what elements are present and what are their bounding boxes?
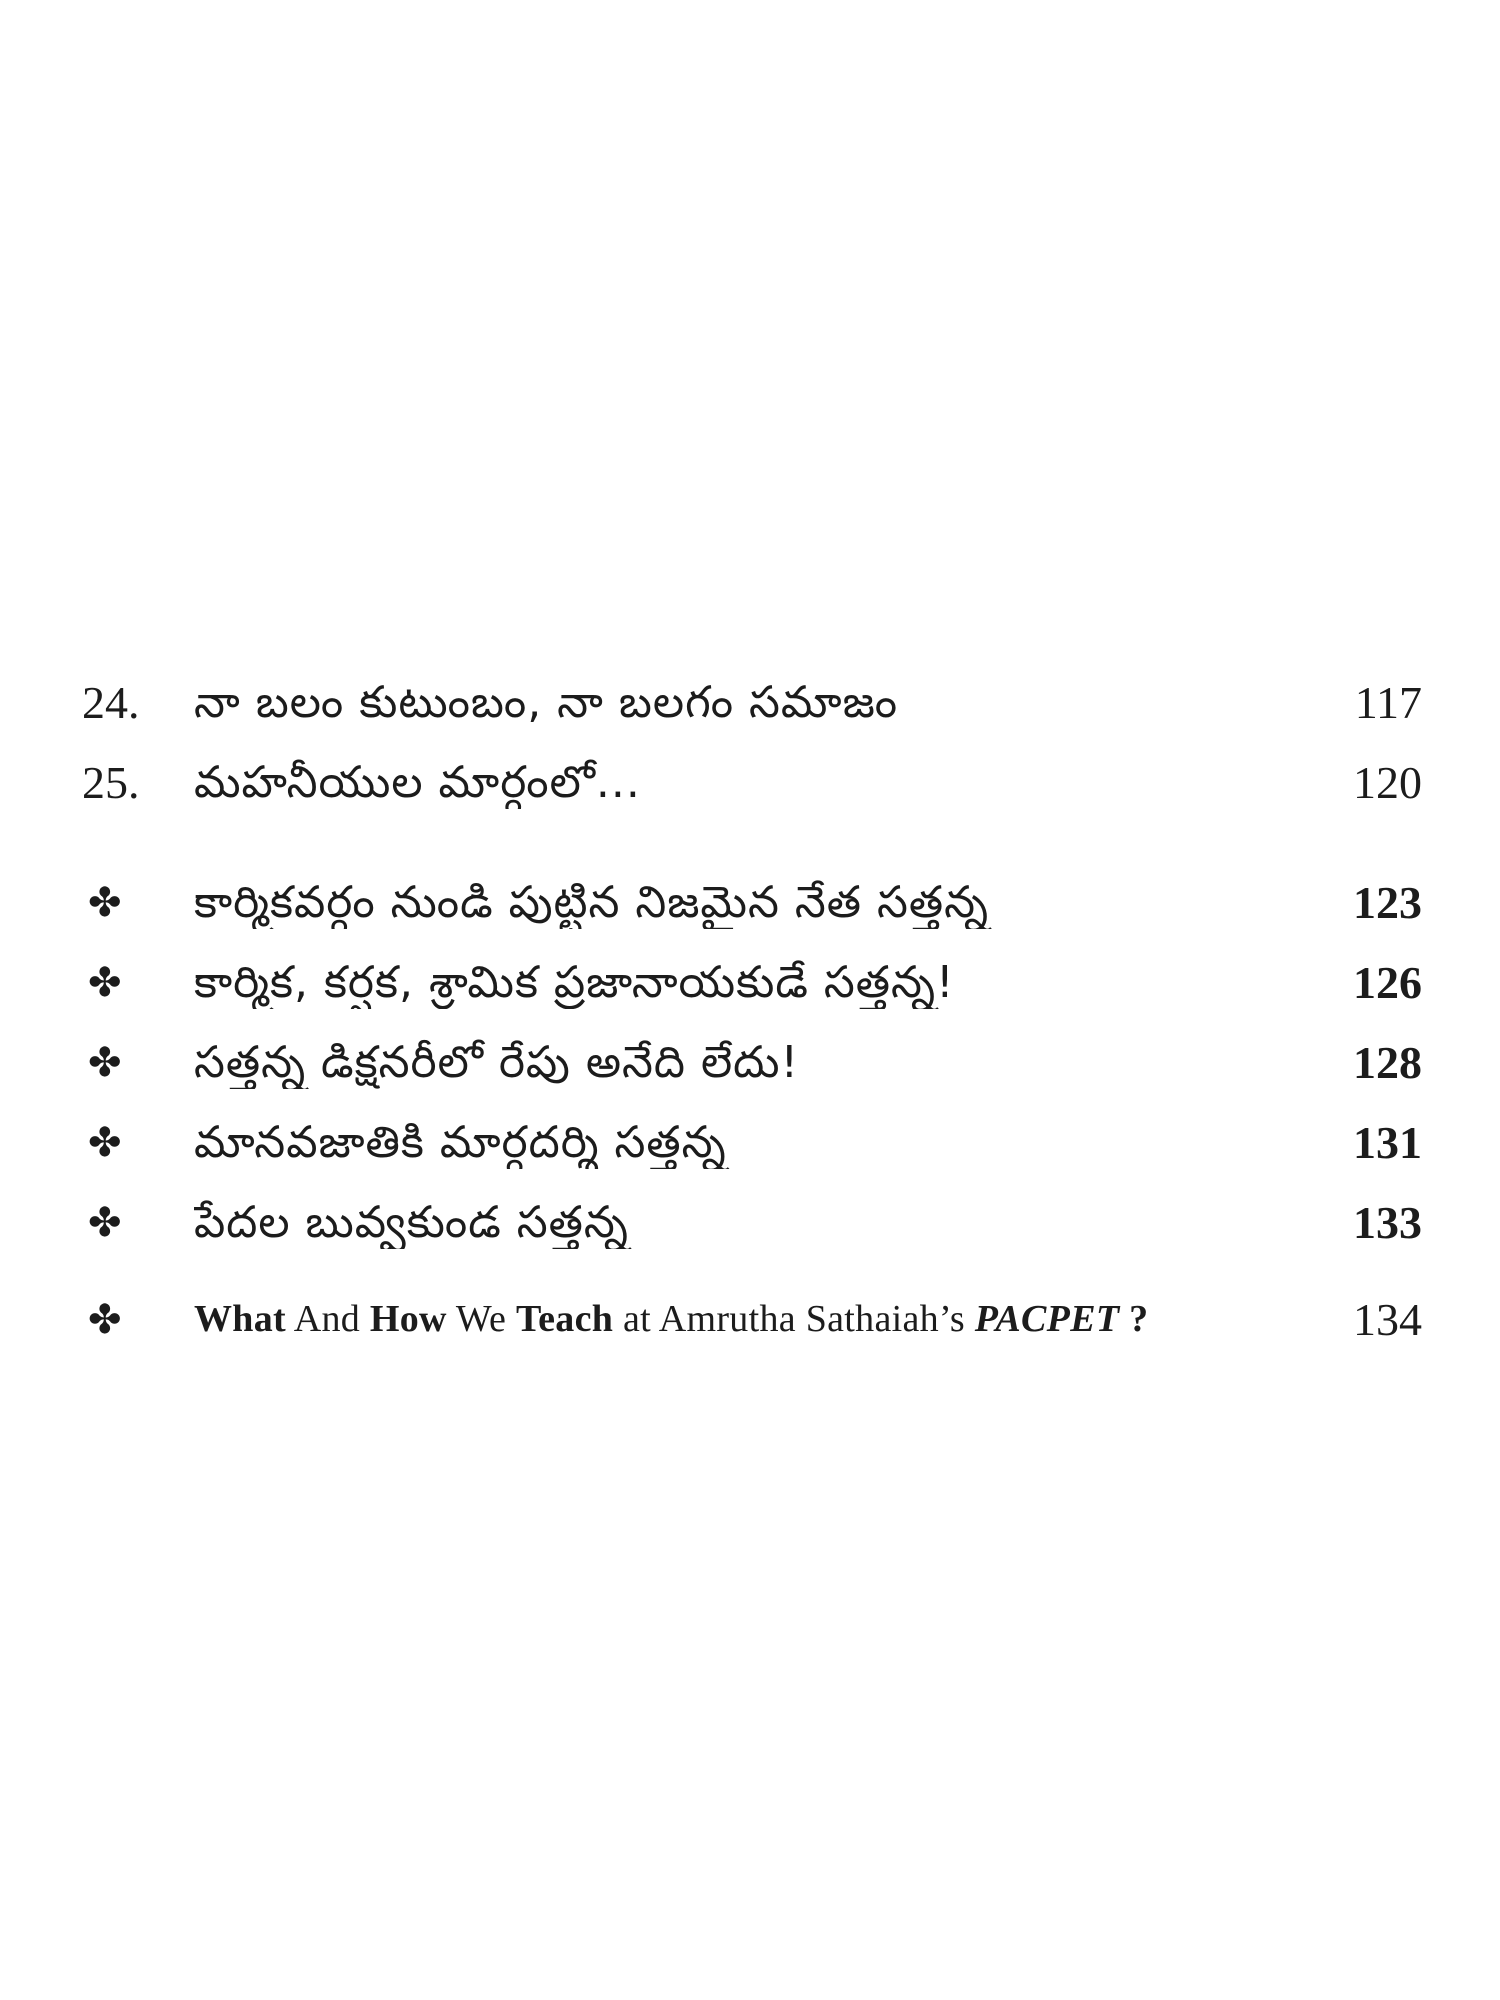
- fleuron-bullet-icon: ✤: [88, 960, 122, 1006]
- title-word: ?: [1119, 1298, 1149, 1341]
- fleuron-bullet-icon: ✤: [88, 1297, 122, 1343]
- entry-title: నా బలం కుటుంబం, నా బలగం సమాజం: [194, 676, 899, 728]
- title-word: Teach: [515, 1298, 614, 1341]
- entry-page-number: 134: [1353, 1294, 1422, 1345]
- entry-page-number: 120: [1353, 757, 1422, 808]
- toc-bullet-entry: [82, 948, 1422, 1018]
- entry-title: [194, 1297, 1312, 1343]
- toc-bullet-entry: [82, 1188, 1422, 1258]
- entry-page-number: 128: [1353, 1037, 1422, 1088]
- entry-page-number: 133: [1353, 1197, 1422, 1248]
- title-word: How: [369, 1298, 447, 1341]
- toc-bullet-entry: [82, 1028, 1422, 1098]
- fleuron-bullet-icon: ✤: [88, 1120, 122, 1166]
- entry-number: 24.: [82, 677, 140, 728]
- entry-title: సత్తన్న డిక్షనరీలో రేపు అనేది లేదు!: [194, 1036, 800, 1088]
- entry-page-number: 126: [1353, 957, 1422, 1008]
- fleuron-bullet-icon: ✤: [88, 1040, 122, 1086]
- entry-title: కార్మిక, కర్షక, శ్రామిక ప్రజానాయకుడే సత్తన్న!: [194, 956, 955, 1008]
- toc-bullet-entry: [82, 868, 1422, 938]
- toc-entry-25: [82, 748, 1422, 818]
- toc-bullet-entry-english: [82, 1285, 1422, 1355]
- entry-number: 25.: [82, 757, 140, 808]
- title-word: And: [286, 1298, 370, 1341]
- title-word: PACPET: [974, 1298, 1120, 1341]
- fleuron-bullet-icon: ✤: [88, 880, 122, 926]
- entry-page-number: 123: [1353, 877, 1422, 928]
- fleuron-bullet-icon: ✤: [88, 1200, 122, 1246]
- entry-page-number: 117: [1354, 677, 1422, 728]
- title-word: at Amrutha Sathaiah’s: [613, 1298, 975, 1341]
- entry-title: మహనీయుల మార్గంలో...: [194, 756, 641, 808]
- toc-entry-24: [82, 668, 1422, 738]
- title-word: What: [194, 1298, 286, 1341]
- title-word: We: [446, 1298, 516, 1341]
- entry-title: పేదల బువ్వకుండ సత్తన్న: [194, 1196, 629, 1248]
- entry-page-number: 131: [1353, 1117, 1422, 1168]
- entry-title: మానవజాతికి మార్గదర్శి సత్తన్న: [194, 1116, 727, 1168]
- toc-bullet-entry: [82, 1108, 1422, 1178]
- entry-title: కార్మికవర్గం నుండి పుట్టిన నిజమైన నేత సత్తన్న: [194, 876, 990, 928]
